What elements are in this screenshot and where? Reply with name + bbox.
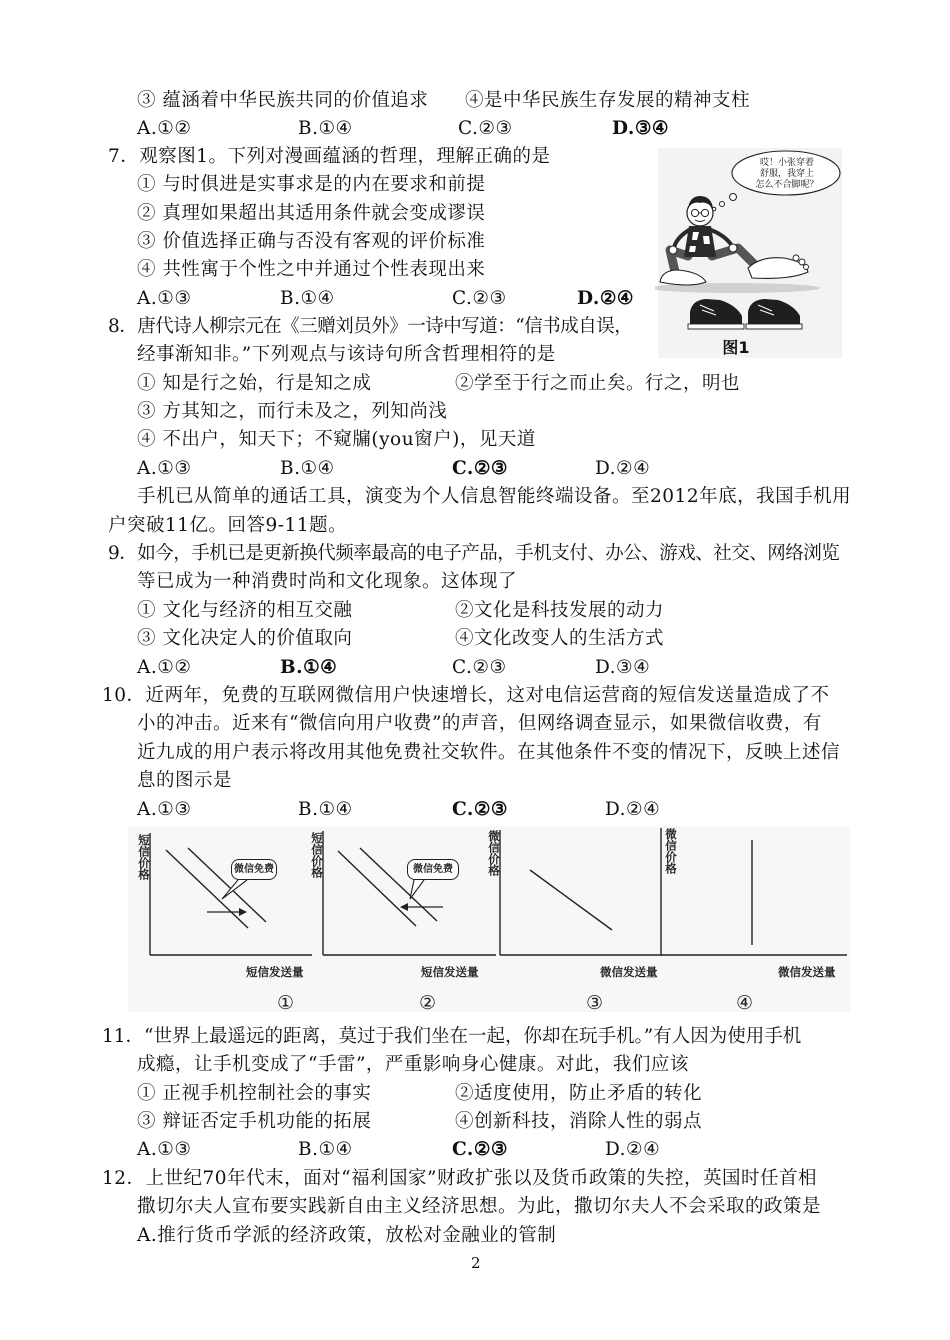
q11-choice-a: A.①③ [137,1139,192,1160]
thought-dot-large [730,194,737,201]
q11-choice-b: B.①④ [298,1139,353,1160]
left-hand [669,246,677,254]
q8-choice-c: C.②③ [452,458,509,479]
q12-stem-line-2: 撒切尔夫人宣布要实践新自由主义经济思想。为此，撒切尔夫人不会采取的政策是 [137,1196,822,1217]
q11-statement-2: ②适度使用，防止矛盾的转化 [455,1083,703,1104]
q11-stem-line-1: 11．“世界上最遥远的距离，莫过于我们坐在一起，你却在玩手机。”有人因为使用手机 [102,1026,802,1047]
right-hand [729,244,737,252]
q11-statement-1: ① 正视手机控制社会的事实 [137,1083,372,1104]
q7-statement-4: ④ 共性寓于个性之中并通过个性表现出来 [137,259,486,280]
q8-choice-d: D.②④ [595,458,651,479]
right-shoe-sole [746,324,802,329]
q10-choice-a: A.①③ [137,799,192,820]
q9-choice-d: D.③④ [595,657,651,678]
q11-statement-4: ④创新科技，消除人性的弱点 [455,1111,703,1132]
q11-choice-d: D.②④ [605,1139,661,1160]
q11-statement-3: ③ 辩证否定手机功能的拓展 [137,1111,372,1132]
q10-choice-d: D.②④ [605,799,661,820]
q9-stem-line-2: 等已成为一种消费时尚和文化现象。这体现了 [137,571,518,592]
q9-statement-2: ②文化是科技发展的动力 [455,600,665,621]
q8-choice-b: B.①④ [280,458,335,479]
q8-statement-1: ① 知是行之始，行是知之成 [137,373,372,394]
q7-choice-b: B.①④ [280,288,335,309]
intro-9-11-line-2: 户突破11亿。回答9-11题。 [108,515,348,536]
q10-stem-line-4: 息的图示是 [137,770,233,791]
q7-choice-a: A.①③ [137,288,192,309]
q6-choice-a: A.①② [137,118,192,139]
q9-choice-a: A.①② [137,657,192,678]
q8-statement-3: ③ 方其知之，而行未及之，列知尚浅 [137,401,448,422]
toe-3 [804,265,809,270]
graph-4-x-label: 微信发送量 [778,965,836,979]
graph-1-y-label: 短信价格 [137,834,151,880]
q9-statement-3: ③ 文化决定人的价值取向 [137,628,353,649]
q10-stem-line-1: 10．近两年，免费的互联网微信用户快速增长，这对电信运营商的短信发送量造成了不 [102,685,830,706]
q9-stem-line-1: 9．如今，手机已是更新换代频率最高的电子产品，手机支付、办公、游戏、社交、网络浏览 [108,543,840,564]
graph-2-number: ② [419,992,437,1014]
q9-statement-4: ④文化改变人的生活方式 [455,628,665,649]
intro-9-11-line-1: 手机已从简单的通话工具，演变为个人信息智能终端设备。至2012年底，我国手机用 [137,486,852,507]
q10-choice-c: C.②③ [452,799,509,820]
q10-choice-b: B.①④ [298,799,353,820]
left-shoe-sole [688,324,744,329]
q10-stem-line-2: 小的冲击。近来有“微信向用户收费”的声音，但网络调查显示，如果微信收费，有 [137,713,822,734]
graph-2-y-label: 短信价格 [310,832,324,878]
q11-stem-line-2: 成瘾，让手机变成了“手雷”，严重影响身心健康。对此，我们应该 [137,1054,689,1075]
toe-1 [793,255,799,261]
graph-1-number: ① [277,992,295,1014]
q12-option-a: A.推行货币学派的经济政策，放松对金融业的管制 [137,1225,557,1246]
graph-3-y-label: 微信价格 [487,830,501,876]
q8-statement-4: ④ 不出户，知天下；不窥牖(you窗户)，见天道 [137,429,536,450]
speech-bubble-line-1: 哎！小张穿着 [759,158,815,168]
q9-choice-c: C.②③ [452,657,507,678]
q11-choice-c: C.②③ [452,1139,509,1160]
graph-1-callout: 微信免费 [231,859,277,880]
q7-stem: 7．观察图1。下列对漫画蕴涵的哲理，理解正确的是 [108,146,551,167]
q7-choice-c: C.②③ [452,288,507,309]
q8-stem-line-1: 8．唐代诗人柳宗元在《三赠刘员外》一诗中写道：“信书成自误， [108,316,633,337]
q6-statement-4: ④是中华民族生存发展的精神支柱 [465,90,751,111]
q7-statement-3: ③ 价值选择正确与否没有客观的评价标准 [137,231,486,252]
q7-statement-2: ② 真理如果超出其适用条件就会变成谬误 [137,203,486,224]
q7-statement-1: ① 与时俱进是实事求是的内在要求和前提 [137,174,486,195]
q6-choice-c: C.②③ [458,118,513,139]
q6-statement-3: ③ 蕴涵着中华民族共同的价值追求 [137,90,429,111]
q6-choice-d: D.③④ [612,118,669,139]
q6-choice-b: B.①④ [298,118,353,139]
graph-1-x-label: 短信发送量 [246,965,304,979]
graph-3-x-label: 微信发送量 [600,965,658,979]
q8-choice-a: A.①③ [137,458,192,479]
graph-3-number: ③ [586,992,604,1014]
thought-dot-medium [720,202,725,207]
page-number: 2 [471,1254,481,1272]
speech-bubble-line-2: 舒服，我穿上 [759,169,815,179]
q8-statement-2: ②学至于行之而止矣。行之，明也 [455,373,741,394]
figure-1-caption: 图1 [722,338,750,357]
graph-4-y-label: 微信价格 [664,828,678,874]
figure-1-cartoon [655,145,845,360]
graph-2-callout: 微信免费 [407,859,459,880]
q9-statement-1: ① 文化与经济的相互交融 [137,600,353,621]
q8-stem-line-2: 经事渐知非。”下列观点与该诗句所含哲理相符的是 [137,344,556,365]
graph-4-number: ④ [736,992,754,1014]
toe-2 [799,259,805,265]
q12-stem-line-1: 12．上世纪70年代末，面对“福利国家”财政扩张以及货币政策的失控，英国时任首相 [102,1168,817,1189]
speech-bubble-line-3: 怎么不合脚呢？ [755,180,819,190]
q7-choice-d: D.②④ [577,288,634,309]
q10-stem-line-3: 近九成的用户表示将改用其他免费社交软件。在其他条件不变的情况下，反映上述信 [137,742,841,763]
graph-2-x-label: 短信发送量 [421,965,479,979]
q9-choice-b: B.①④ [280,657,338,678]
